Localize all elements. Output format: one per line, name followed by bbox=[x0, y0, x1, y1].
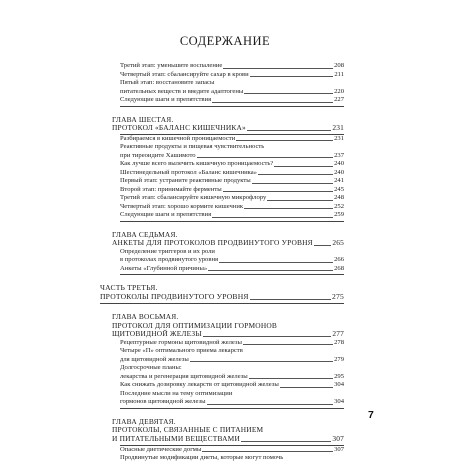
chapter-title-cont: И ПИТАТЕЛЬНЫМИ ВЕЩЕСТВАМИ bbox=[112, 433, 240, 443]
toc-entry-page: 278 bbox=[334, 338, 344, 346]
toc-entry-page: 248 bbox=[334, 194, 344, 202]
toc-entry-title: Разбираемся в кишечной проницаемости bbox=[120, 134, 236, 142]
toc-entry-title: Анкеты «Глубинной причины» bbox=[120, 264, 208, 272]
toc-entry-title: Четвертый этап: сбалансируйте сахар в крови bbox=[120, 70, 249, 78]
toc-entry-title: Опасные диетические догмы bbox=[120, 445, 202, 453]
toc-entry[interactable] bbox=[120, 160, 344, 169]
toc-entry-title: Третий этап: сбалансируйте кишечную микрофлору bbox=[120, 194, 267, 202]
table-of-contents bbox=[100, 62, 344, 463]
toc-entry-title-cont: лекарства и регенерация щитовидной железы bbox=[120, 372, 248, 380]
toc-entry[interactable] bbox=[120, 169, 344, 178]
part-title: ПРОТОКОЛЫ ПРОДВИНУТОГО УРОВНЯ bbox=[100, 292, 249, 302]
toc-entry-page: 211 bbox=[334, 70, 344, 78]
chapter-label: ГЛАВА ВОСЬМАЯ. bbox=[112, 311, 179, 321]
toc-entry-title-cont: гормонов щитовидной железы bbox=[120, 398, 206, 406]
toc-entry[interactable] bbox=[120, 62, 344, 71]
chapter-title[interactable]: ПРОТОКОЛЫ, СВЯЗАННЫЕ С ПИТАНИЕМ bbox=[112, 425, 264, 435]
toc-entry[interactable] bbox=[120, 194, 344, 203]
toc-entry-title: Следующие шаги и препятствия bbox=[120, 96, 212, 103]
toc-entry[interactable] bbox=[120, 152, 344, 161]
toc-entry-page: 227 bbox=[334, 96, 344, 103]
toc-entry-page: 307 bbox=[334, 445, 344, 453]
toc-entry[interactable] bbox=[120, 88, 344, 97]
chapter-label: ГЛАВА ДЕВЯТАЯ. bbox=[112, 416, 176, 426]
toc-entry-title[interactable]: Четыре «П» оптимального приема лекарств bbox=[120, 347, 243, 355]
toc-entry-page: 220 bbox=[334, 87, 344, 95]
toc-entry[interactable] bbox=[120, 177, 344, 186]
part-label: ЧАСТЬ ТРЕТЬЯ. bbox=[100, 283, 158, 293]
toc-entry-title-cont: для щитовидной железы bbox=[120, 355, 189, 363]
toc-entry[interactable] bbox=[120, 135, 344, 144]
chapter-page: 265 bbox=[332, 238, 344, 248]
toc-entry-title: Как лучше всего вылечить кишечную проницаемость? bbox=[120, 160, 274, 168]
toc-entry-page: 240 bbox=[334, 160, 344, 168]
chapter-title-cont: ЩИТОВИДНОЙ ЖЕЛЕЗЫ bbox=[112, 329, 202, 339]
toc-entry-title[interactable]: Продвинутые модификации диеты, которые могут помочь bbox=[120, 454, 284, 462]
toc-entry-page: 259 bbox=[334, 211, 344, 219]
toc-entry-title[interactable]: Пятый этап: восстановите запасы bbox=[120, 79, 215, 86]
toc-entry[interactable] bbox=[120, 398, 344, 407]
toc-entry-title: Третий этап: уменьшите воспаление bbox=[120, 62, 223, 69]
chapter-heading[interactable] bbox=[112, 239, 344, 248]
toc-entry-page: 245 bbox=[334, 185, 344, 193]
part-heading[interactable] bbox=[100, 293, 344, 302]
toc-entry[interactable] bbox=[120, 256, 344, 265]
toc-entry[interactable] bbox=[120, 211, 344, 220]
toc-entry[interactable] bbox=[120, 373, 344, 382]
toc-entry-title[interactable]: Реактивные продукты и пищевая чувствительность bbox=[120, 143, 265, 151]
toc-entry-page: 279 bbox=[334, 355, 344, 363]
toc-entry-title: Четвертый этап: хорошо кормите кишечник bbox=[120, 202, 244, 210]
chapter-heading[interactable] bbox=[112, 330, 344, 339]
chapter-title: АНКЕТЫ ДЛЯ ПРОТОКОЛОВ ПРОДВИНУТОГО УРОВНЯ bbox=[112, 238, 313, 248]
toc-entry[interactable] bbox=[120, 356, 344, 365]
toc-entry-page: 240 bbox=[334, 168, 344, 176]
chapter-label: ГЛАВА СЕДЬМАЯ. bbox=[112, 229, 178, 239]
toc-entry[interactable] bbox=[120, 339, 344, 348]
toc-entry-page: 237 bbox=[334, 151, 344, 159]
toc-entry-page: 231 bbox=[334, 134, 344, 142]
toc-entry-title-cont: при тиреоидите Хашимото bbox=[120, 151, 196, 159]
toc-entry[interactable] bbox=[120, 96, 344, 105]
toc-entry-title[interactable]: Долгосрочные планы: bbox=[120, 364, 182, 372]
toc-entry[interactable] bbox=[120, 71, 344, 80]
toc-entry-page: 241 bbox=[334, 177, 344, 185]
toc-entry-title: Шестинедельный протокол «Баланс кишечника» bbox=[120, 168, 257, 176]
chapter-label: ГЛАВА ШЕСТАЯ. bbox=[112, 114, 174, 124]
toc-entry-page: 252 bbox=[334, 202, 344, 210]
toc-entry[interactable] bbox=[120, 381, 344, 390]
toc-entry-title: Рецептурные гормоны щитовидной железы bbox=[120, 338, 242, 346]
toc-entry[interactable] bbox=[120, 186, 344, 195]
page-title: СОДЕРЖАНИЕ bbox=[179, 34, 271, 48]
toc-entry-page: 304 bbox=[334, 398, 344, 406]
page-number: 7 bbox=[368, 409, 374, 421]
toc-entry-title[interactable]: Последние мысли на тему оптимизации bbox=[120, 389, 233, 397]
toc-entry-title-cont: в протоколах продвинутого уровня bbox=[120, 256, 219, 264]
toc-entry-title: Первый этап: устраните реактивные продукты bbox=[120, 177, 251, 185]
toc-entry-page: 304 bbox=[334, 381, 344, 389]
chapter-page: 231 bbox=[332, 123, 344, 133]
toc-entry-title[interactable]: Определение триггеров и их роли bbox=[120, 247, 215, 255]
toc-entry-page: 268 bbox=[334, 264, 344, 272]
toc-entry-page: 266 bbox=[334, 256, 344, 264]
chapter-title: ПРОТОКОЛ «БАЛАНС КИШЕЧНИКА» bbox=[112, 123, 246, 133]
toc-entry-page: 208 bbox=[334, 62, 344, 69]
chapter-heading[interactable] bbox=[112, 124, 344, 133]
toc-entry[interactable] bbox=[120, 265, 344, 274]
chapter-heading[interactable] bbox=[112, 435, 344, 444]
chapter-page: 277 bbox=[332, 329, 344, 339]
toc-entry[interactable] bbox=[120, 203, 344, 212]
toc-entry-page: 295 bbox=[334, 372, 344, 380]
toc-entry-title: Второй этап: принимайте ферменты bbox=[120, 185, 222, 193]
toc-entry-title: Как снижать дозировку лекарств от щитовидной железы bbox=[120, 381, 279, 389]
toc-entry-title: Следующие шаги и препятствия bbox=[120, 211, 212, 219]
chapter-page: 307 bbox=[332, 433, 344, 443]
toc-entry-title-cont: питательных веществ и введите адаптогены bbox=[120, 87, 244, 95]
part-page: 275 bbox=[332, 292, 344, 302]
chapter-title[interactable]: ПРОТОКОЛ ДЛЯ ОПТИМИЗАЦИИ ГОРМОНОВ bbox=[112, 320, 278, 330]
